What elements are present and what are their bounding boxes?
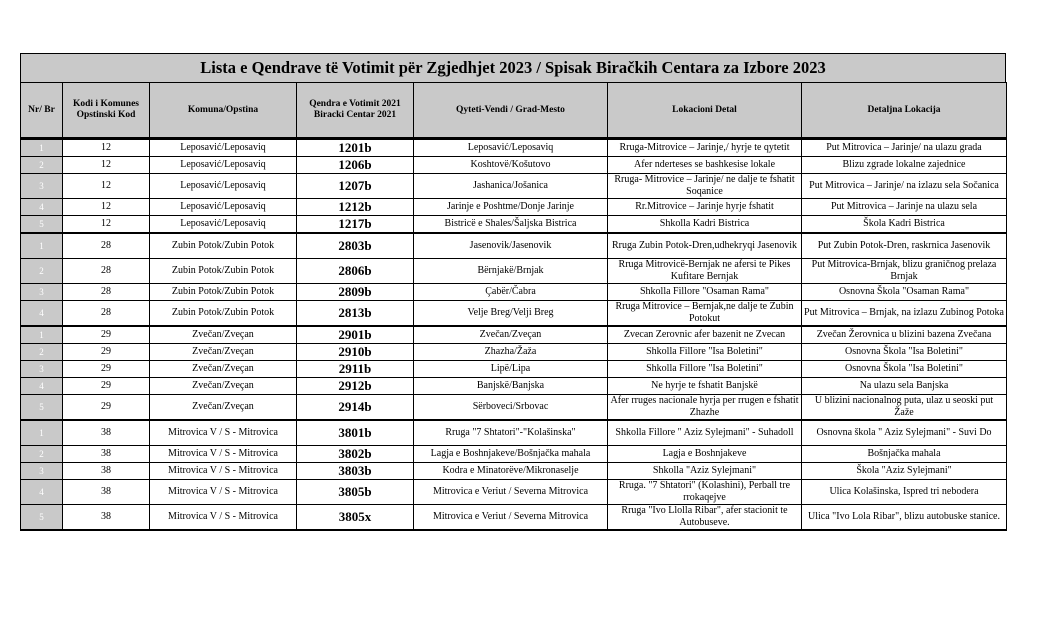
municipality: Leposavić/Leposaviq (150, 216, 297, 234)
municipality: Zubin Potok/Zubin Potok (150, 259, 297, 284)
municipality: Mitrovica V / S - Mitrovica (150, 463, 297, 480)
location-detail: Shkolla Kadri Bistrica (608, 216, 802, 234)
location-detail: Rruga Mitrovice – Bernjak,ne dalje te Zubin Potokut (608, 301, 802, 327)
table-row (21, 395, 1007, 421)
municipality: Leposavić/Leposaviq (150, 199, 297, 216)
location-detail: Rruga "Ivo Llolla Ribar", afer stacionit te Autobuseve. (608, 505, 802, 531)
municipality-code: 38 (63, 463, 150, 480)
municipality-code: 29 (63, 361, 150, 378)
location-detail-serbian: Bošnjačka mahala (802, 446, 1007, 463)
municipality-code: 12 (63, 157, 150, 174)
voting-center-code: 2911b (297, 361, 414, 378)
row-number: 5 (21, 216, 63, 234)
municipality: Zvečan/Zveçan (150, 378, 297, 395)
city: Zvečan/Zveçan (414, 326, 608, 344)
column-header-kod: Kodi i Komunes Opstinski Kod (63, 83, 150, 139)
location-detail: Shkolla Fillore " Aziz Sylejmani" - Suhadoll (608, 420, 802, 446)
table-row (21, 344, 1007, 361)
row-number: 1 (21, 233, 63, 259)
city: Koshtovë/Košutovo (414, 157, 608, 174)
city: Mitrovica e Veriut / Severna Mitrovica (414, 480, 608, 505)
location-detail-serbian: Škola "Aziz Sylejmani" (802, 463, 1007, 480)
city: Leposavić/Leposaviq (414, 139, 608, 157)
municipality: Zubin Potok/Zubin Potok (150, 284, 297, 301)
city: Bistricë e Shales/Šaljska Bistrica (414, 216, 608, 234)
voting-center-code: 2809b (297, 284, 414, 301)
row-number: 4 (21, 378, 63, 395)
location-detail: Shkolla "Aziz Sylejmani" (608, 463, 802, 480)
city: Mitrovica e Veriut / Severna Mitrovica (414, 505, 608, 531)
table-row (21, 199, 1007, 216)
voting-center-code: 3805x (297, 505, 414, 531)
location-detail-serbian: Put Zubin Potok-Dren, raskrnica Jasenovik (802, 233, 1007, 259)
voting-center-code: 2901b (297, 326, 414, 344)
voting-center-code: 2813b (297, 301, 414, 327)
voting-center-code: 2914b (297, 395, 414, 421)
column-header-lokacioni: Lokacioni Detal (608, 83, 802, 139)
location-detail-serbian: Ulica "Ivo Lola Ribar", blizu autobuske stanice. (802, 505, 1007, 531)
city: Jasenovik/Jasenovik (414, 233, 608, 259)
row-number: 2 (21, 446, 63, 463)
voting-center-code: 3805b (297, 480, 414, 505)
municipality-code: 38 (63, 480, 150, 505)
location-detail-serbian: Osnovna škola " Aziz Sylejmani" - Suvi Do (802, 420, 1007, 446)
table-row (21, 139, 1007, 157)
table-row (21, 233, 1007, 259)
municipality: Leposavić/Leposaviq (150, 139, 297, 157)
voting-center-code: 2912b (297, 378, 414, 395)
city: Sërboveci/Srbovac (414, 395, 608, 421)
row-number: 1 (21, 326, 63, 344)
location-detail: Shkolla Fillore "Osaman Rama" (608, 284, 802, 301)
city: Velje Breg/Velji Breg (414, 301, 608, 327)
municipality-code: 28 (63, 233, 150, 259)
location-detail: Rruga- Mitrovice – Jarinje/ ne dalje te fshatit Soqanice (608, 174, 802, 199)
city: Rruga "7 Shtatori"-"Kolašinska" (414, 420, 608, 446)
city: Jarinje e Poshtme/Donje Jarinje (414, 199, 608, 216)
municipality: Leposavić/Leposaviq (150, 157, 297, 174)
location-detail-serbian: Blizu zgrade lokalne zajednice (802, 157, 1007, 174)
voting-center-code: 1201b (297, 139, 414, 157)
location-detail-serbian: Zvečan Žerovnica u blizini bazena Zvečana (802, 326, 1007, 344)
location-detail: Rruga Mitrovicë-Bernjak ne afersi te Pikes Kufitare Bernjak (608, 259, 802, 284)
location-detail-serbian: Put Mitrovica-Brnjak, blizu graničnog prelaza Brnjak (802, 259, 1007, 284)
city: Lagja e Boshnjakeve/Bošnjačka mahala (414, 446, 608, 463)
municipality-code: 29 (63, 326, 150, 344)
voting-center-code: 2806b (297, 259, 414, 284)
city: Banjskë/Banjska (414, 378, 608, 395)
table-row (21, 420, 1007, 446)
municipality: Zvečan/Zveçan (150, 344, 297, 361)
row-number: 1 (21, 420, 63, 446)
municipality-code: 12 (63, 199, 150, 216)
row-number: 5 (21, 395, 63, 421)
location-detail-serbian: Put Mitrovica – Jarinje/ na ulazu grada (802, 139, 1007, 157)
column-header-nr: Nr/ Br (21, 83, 63, 139)
row-number: 2 (21, 157, 63, 174)
location-detail-serbian: U blizini nacionalnog puta, ulaz u seoski put Žaže (802, 395, 1007, 421)
location-detail-serbian: Škola Kadri Bistrica (802, 216, 1007, 234)
location-detail: Shkolla Fillore "Isa Boletini" (608, 344, 802, 361)
location-detail-serbian: Osnovna Škola "Osaman Rama" (802, 284, 1007, 301)
municipality-code: 28 (63, 284, 150, 301)
municipality: Mitrovica V / S - Mitrovica (150, 505, 297, 531)
municipality-code: 12 (63, 174, 150, 199)
table-row (21, 446, 1007, 463)
table-row (21, 463, 1007, 480)
municipality-code: 28 (63, 301, 150, 327)
location-detail-serbian: Osnovna Škola "Isa Boletini" (802, 344, 1007, 361)
location-detail-serbian: Put Mitrovica – Jarinje/ na izlazu sela Sočanica (802, 174, 1007, 199)
table-header-row (21, 83, 1007, 139)
location-detail: Zvecan Zerovnic afer bazenit ne Zvecan (608, 326, 802, 344)
location-detail-serbian: Put Mitrovica – Jarinje na ulazu sela (802, 199, 1007, 216)
municipality: Mitrovica V / S - Mitrovica (150, 446, 297, 463)
location-detail: Rr.Mitrovice – Jarinje hyrje fshatit (608, 199, 802, 216)
table-row (21, 216, 1007, 234)
column-header-detaljna: Detaljna Lokacija (802, 83, 1007, 139)
location-detail: Rruga Zubin Potok-Dren,udhekryqi Jasenovik (608, 233, 802, 259)
column-header-komuna: Komuna/Opstina (150, 83, 297, 139)
row-number: 3 (21, 174, 63, 199)
city: Jashanica/Jošanica (414, 174, 608, 199)
row-number: 5 (21, 505, 63, 531)
municipality: Mitrovica V / S - Mitrovica (150, 420, 297, 446)
voting-centers-document (20, 53, 1006, 531)
row-number: 1 (21, 139, 63, 157)
municipality: Zvečan/Zveçan (150, 361, 297, 378)
column-header-qendra: Qendra e Votimit 2021 Biracki Centar 2021 (297, 83, 414, 139)
municipality-code: 29 (63, 395, 150, 421)
column-header-qyteti: Qyteti-Vendi / Grad-Mesto (414, 83, 608, 139)
location-detail-serbian: Put Mitrovica – Brnjak, na izlazu Zubinog Potoka (802, 301, 1007, 327)
municipality-code: 12 (63, 139, 150, 157)
municipality-code: 28 (63, 259, 150, 284)
municipality-code: 29 (63, 344, 150, 361)
municipality: Zubin Potok/Zubin Potok (150, 301, 297, 327)
row-number: 3 (21, 361, 63, 378)
row-number: 3 (21, 463, 63, 480)
row-number: 2 (21, 259, 63, 284)
location-detail-serbian: Na ulazu sela Banjska (802, 378, 1007, 395)
voting-centers-table (20, 82, 1007, 531)
location-detail: Afer rruges nacionale hyrja per rrugen e fshatit Zhazhe (608, 395, 802, 421)
location-detail-serbian: Osnovna Škola "Isa Boletini" (802, 361, 1007, 378)
voting-center-code: 3801b (297, 420, 414, 446)
city: Kodra e Minatorëve/Mikronaselje (414, 463, 608, 480)
municipality: Zvečan/Zveçan (150, 395, 297, 421)
row-number: 4 (21, 199, 63, 216)
city: Lipë/Lipa (414, 361, 608, 378)
municipality: Leposavić/Leposaviq (150, 174, 297, 199)
table-row (21, 259, 1007, 284)
city: Zhazha/Žaža (414, 344, 608, 361)
row-number: 4 (21, 301, 63, 327)
table-row (21, 378, 1007, 395)
table-row (21, 361, 1007, 378)
municipality-code: 29 (63, 378, 150, 395)
voting-center-code: 3802b (297, 446, 414, 463)
row-number: 3 (21, 284, 63, 301)
voting-center-code: 1206b (297, 157, 414, 174)
voting-center-code: 1207b (297, 174, 414, 199)
voting-center-code: 2803b (297, 233, 414, 259)
row-number: 2 (21, 344, 63, 361)
table-row (21, 326, 1007, 344)
municipality-code: 38 (63, 420, 150, 446)
table-row (21, 505, 1007, 531)
location-detail: Shkolla Fillore "Isa Boletini" (608, 361, 802, 378)
municipality-code: 12 (63, 216, 150, 234)
location-detail: Afer nderteses se bashkesise lokale (608, 157, 802, 174)
location-detail: Ne hyrje te fshatit Banjskë (608, 378, 802, 395)
table-row (21, 480, 1007, 505)
city: Bërnjakë/Brnjak (414, 259, 608, 284)
municipality-code: 38 (63, 505, 150, 531)
location-detail: Rruga. "7 Shtatori" (Kolashini), Perball tre rrokaqejve (608, 480, 802, 505)
municipality: Zubin Potok/Zubin Potok (150, 233, 297, 259)
voting-center-code: 3803b (297, 463, 414, 480)
voting-center-code: 1212b (297, 199, 414, 216)
municipality-code: 38 (63, 446, 150, 463)
row-number: 4 (21, 480, 63, 505)
table-body (21, 139, 1007, 531)
table-row (21, 301, 1007, 327)
location-detail: Rruga-Mitrovice – Jarinje,/ hyrje te qytetit (608, 139, 802, 157)
municipality: Zvečan/Zveçan (150, 326, 297, 344)
table-row (21, 284, 1007, 301)
location-detail-serbian: Ulica Kolašinska, Ispred tri nebodera (802, 480, 1007, 505)
voting-center-code: 2910b (297, 344, 414, 361)
city: Çabër/Čabra (414, 284, 608, 301)
municipality: Mitrovica V / S - Mitrovica (150, 480, 297, 505)
voting-center-code: 1217b (297, 216, 414, 234)
table-row (21, 157, 1007, 174)
table-row (21, 174, 1007, 199)
document-title: Lista e Qendrave të Votimit për Zgjedhjet 2023 / Spisak Biračkih Centara za Izbore 2023 (20, 53, 1006, 82)
location-detail: Lagja e Boshnjakeve (608, 446, 802, 463)
